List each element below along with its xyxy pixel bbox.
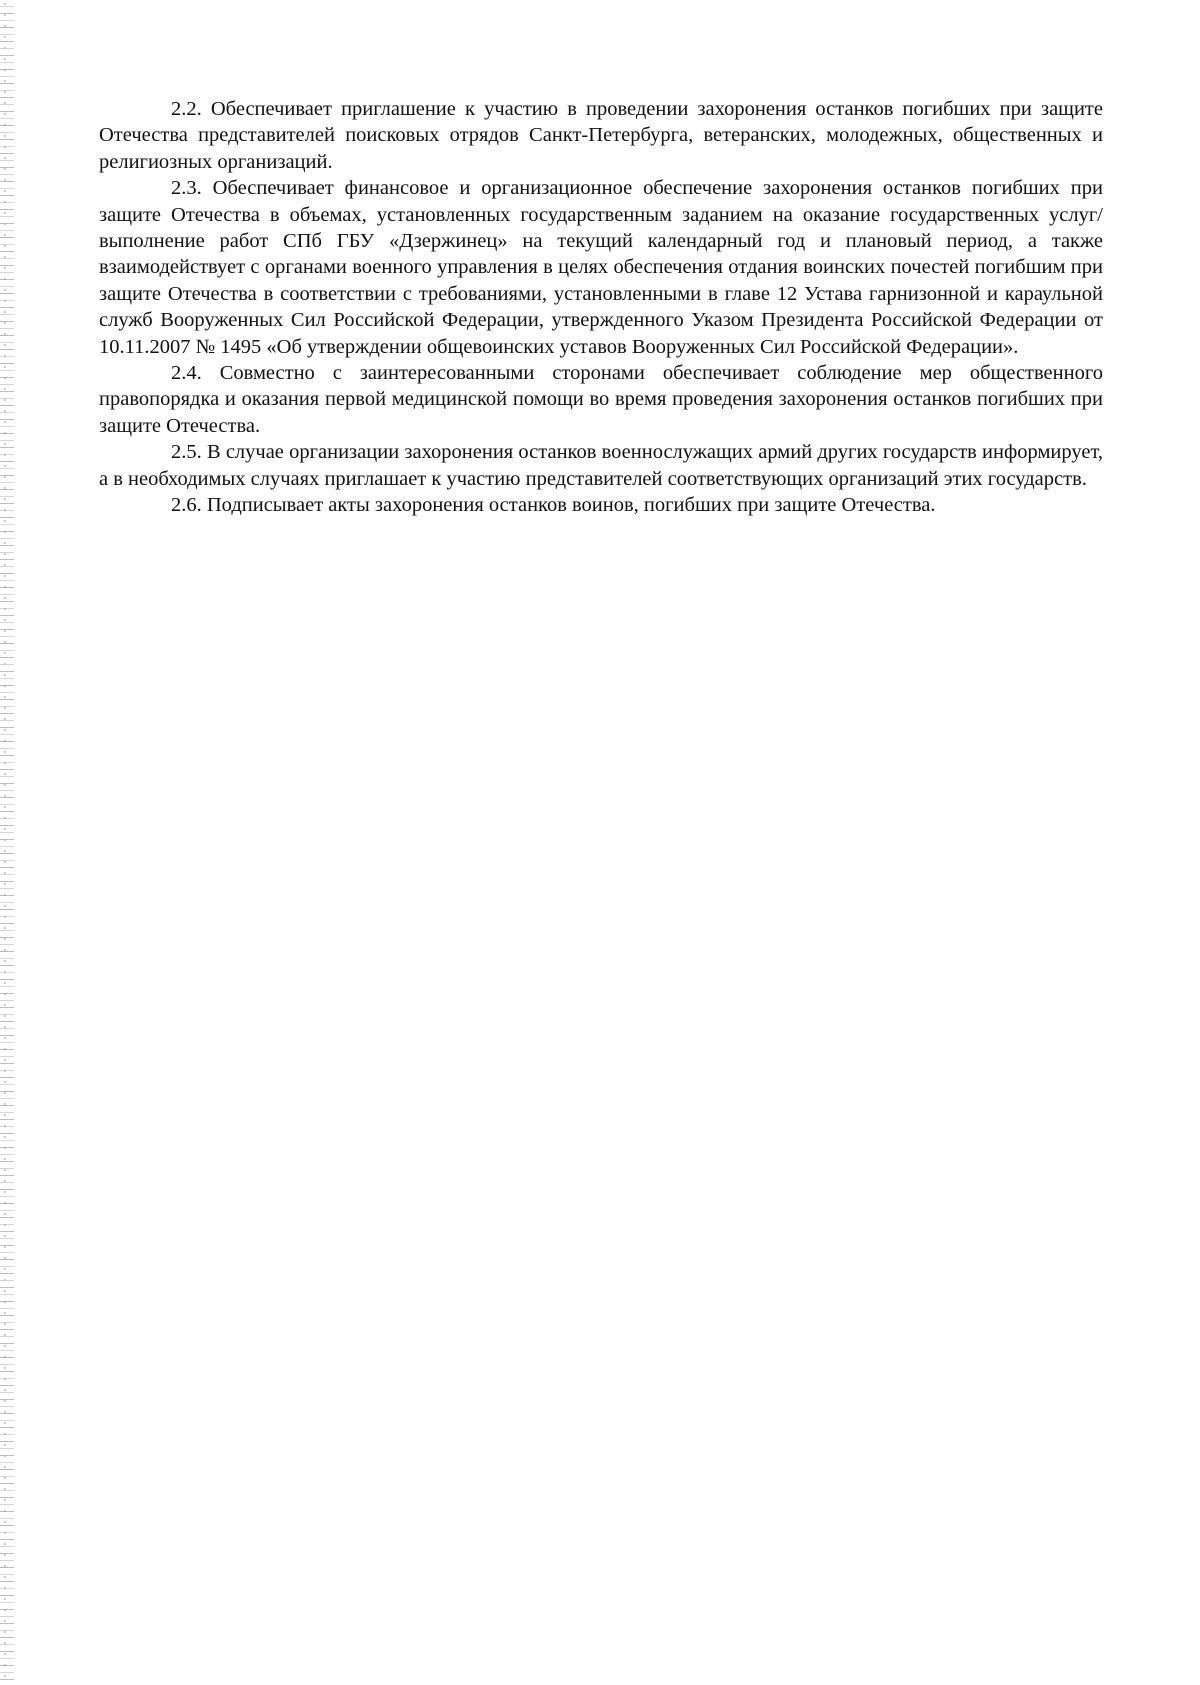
- paragraph-2-5: 2.5. В случае организации захоронения останков военнослужащих армий других государств информирует, а в необходимых случаях приглашает к участию представителей соответствующих организаций этих государств.: [99, 441, 1103, 490]
- paragraph-2-3: 2.3. Обеспечивает финансовое и организационное обеспечение захоронения останков погибших при защите Отечества в объемах, установленных государственным заданием на оказание государственных услуг/выполнение работ СПб ГБУ «Дзержинец» на текущий календарный год и плановый период, а также взаимодействует с органами военного управления в целях обеспечения отдания воинских почестей погибшим при защите Отечества в соответствии с требованиями, установленными в главе 12 Устава гарнизонной и караульной служб Вооруженных Сил Российской Федерации, утвержденного Указом Президента Российской Федерации от 10.11.2007 № 1495 «Об утверждении общевоинских уставов Вооруженных Сил Российской Федерации».: [99, 177, 1103, 358]
- paragraph-2-4: 2.4. Совместно с заинтересованными сторонами обеспечивает соблюдение мер общественного правопорядка и оказания первой медицинской помощи во время проведения захоронения останков погибших при защите Отечества.: [99, 362, 1103, 437]
- paragraph-2-6: 2.6. Подписывает акты захоронения останков воинов, погибших при защите Отечества.: [171, 494, 936, 517]
- paragraph-2-2: 2.2. Обеспечивает приглашение к участию в проведении захоронения останков погибших при защите Отечества представителей поисковых отрядов Санкт-Петербурга, ветеранских, молодежных, общественных и религиозных организаций.: [99, 98, 1103, 173]
- scan-edge-artifact: [0, 0, 14, 1685]
- document-body: [99, 96, 1103, 519]
